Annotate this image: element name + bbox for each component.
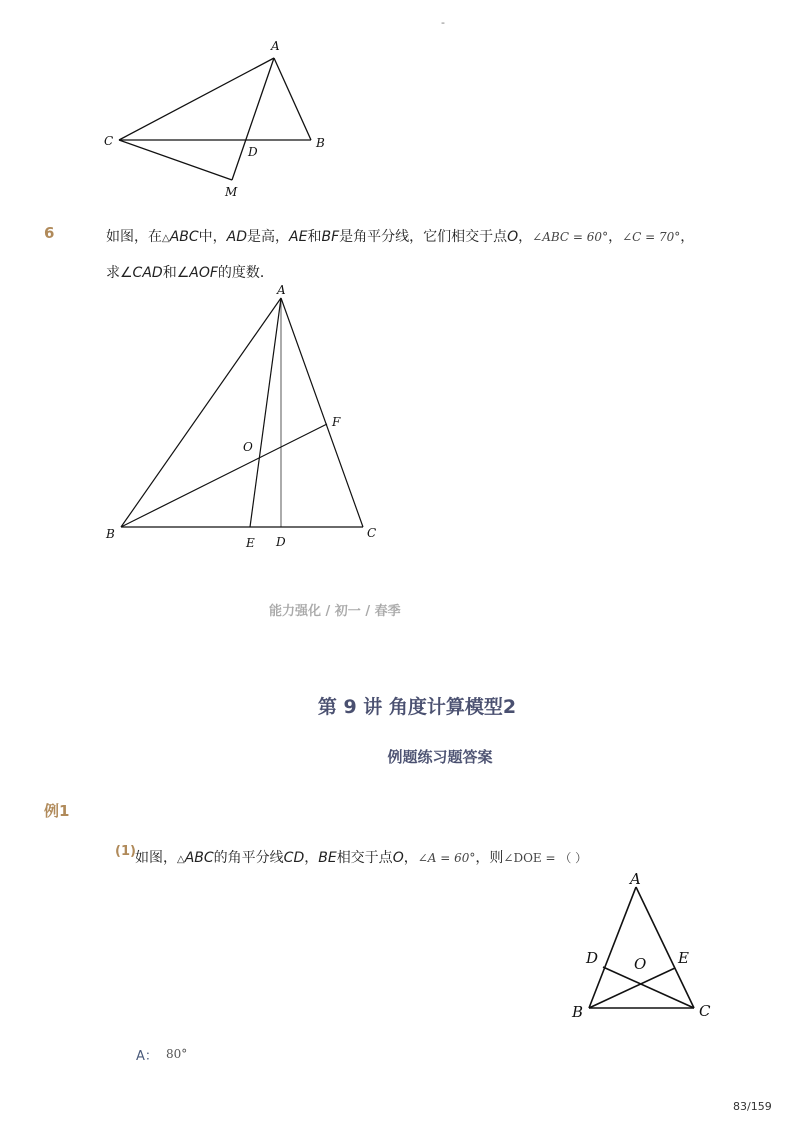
page-number: 83/159: [733, 1100, 772, 1113]
q-math: ∠AOF: [176, 265, 218, 281]
example-label: 例1: [44, 802, 70, 820]
label-d: D: [586, 949, 599, 967]
q-math: ABC: [169, 229, 199, 245]
label-c: C: [367, 526, 377, 540]
q-text: ，: [403, 850, 418, 866]
q-math: O: [392, 850, 404, 866]
label-e: E: [678, 949, 689, 967]
label-c: C: [699, 1002, 711, 1020]
q-math: AD: [226, 229, 248, 245]
q-angle: ∠DOE = （ ）: [503, 851, 588, 865]
label-o: O: [634, 955, 647, 973]
label-d: D: [248, 145, 258, 159]
label-o: O: [243, 440, 253, 454]
triangle-symbol: △: [162, 233, 170, 244]
sub-question-number: (1): [115, 844, 136, 859]
q-math: BF: [321, 229, 340, 245]
q-text: 和: [307, 229, 322, 245]
q-text: 的度数．: [217, 265, 274, 281]
q-math: BE: [318, 850, 337, 866]
q-text: 相交于点: [336, 850, 393, 866]
label-a: A: [277, 283, 286, 297]
label-m: M: [225, 185, 238, 199]
q-math: CD: [283, 850, 305, 866]
q-text: 是高，: [247, 229, 290, 245]
q-angle: ∠ABC = 60°: [532, 230, 609, 244]
segment-cd: [603, 967, 694, 1008]
q-math: AE: [289, 229, 308, 245]
q-text: ，: [304, 850, 319, 866]
triangle-symbol: △: [177, 854, 185, 865]
label-a: A: [271, 39, 280, 53]
label-b: B: [106, 527, 115, 541]
q-text: ，则: [475, 850, 504, 866]
lecture-title: 第 9 讲 角度计算模型2: [317, 696, 517, 718]
label-c: C: [104, 134, 114, 148]
answer-option-value: 80°: [166, 1047, 188, 1061]
q-text: 如图，在: [106, 229, 162, 245]
q-text: 中，: [198, 229, 227, 245]
label-e: E: [246, 536, 255, 550]
series-label: 能力强化 / 初一 / 春季: [269, 604, 401, 619]
q-text: 的角平分线: [213, 850, 284, 866]
q-text: 是角平分线，它们相交于点: [339, 229, 508, 245]
q-angle: ∠C = 70°: [622, 230, 681, 244]
label-d: D: [276, 535, 286, 549]
label-f: F: [332, 415, 341, 429]
q-math: O: [507, 229, 519, 245]
q-math: ABC: [184, 850, 214, 866]
segment-ac: [636, 887, 694, 1008]
answer-option-label: A：: [136, 1049, 158, 1064]
label-a: A: [630, 870, 641, 888]
q-text: ，: [518, 229, 533, 245]
question-number: 6: [44, 224, 55, 242]
q-text: ，: [608, 229, 623, 245]
section-title: 例题练习题答案: [387, 748, 493, 766]
q-text: ，: [680, 229, 695, 245]
label-b: B: [572, 1003, 584, 1021]
label-b: B: [316, 136, 325, 150]
q-text: 求: [106, 265, 120, 281]
q-text: 如图，: [135, 850, 177, 866]
q-text: 和: [162, 265, 177, 281]
q-math: ∠CAD: [120, 265, 163, 281]
q-angle: ∠A = 60°: [417, 851, 476, 865]
stray-mark: -: [441, 16, 445, 29]
